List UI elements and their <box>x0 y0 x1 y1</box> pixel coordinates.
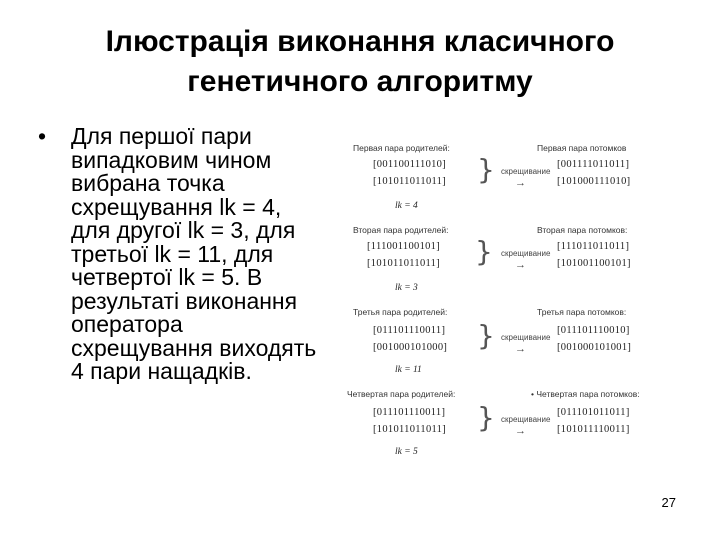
offspring-chromosome: [001000101001] <box>557 342 632 353</box>
bullet-line: четвертої lk = 5. В <box>71 264 263 290</box>
parent-chromosome: [011101110011] <box>373 325 446 336</box>
parents-label: Вторая пара родителей: <box>353 225 449 235</box>
bullet-line: третьої lk = 11, для <box>71 240 274 267</box>
parent-chromosome: [011101110011] <box>373 407 446 418</box>
offspring-chromosome: [001111011011] <box>557 159 630 170</box>
crossover-point: lk = 5 <box>395 447 418 457</box>
crossover-point: lk = 4 <box>395 201 418 211</box>
title-line-1: Ілюстрація виконання класичного <box>105 25 615 58</box>
parent-chromosome: [101011011011] <box>367 258 441 269</box>
bullet-dot: • <box>38 123 47 149</box>
arrow-right-icon: → <box>515 425 526 437</box>
bullet-line: результаті виконання <box>71 287 298 314</box>
bullet-paragraph <box>38 125 378 384</box>
page-number: 27 <box>661 495 676 510</box>
title-line-2: генетичного алгоритму <box>187 65 533 98</box>
offspring-chromosome: [011101011011] <box>557 407 630 418</box>
crossover-point: lk = 3 <box>395 283 418 293</box>
crossover-label: скрещивание <box>501 415 551 424</box>
bullet-line: оператора <box>71 311 183 337</box>
bullet-line: вибрана точка <box>71 170 225 196</box>
parents-label: Третья пара родителей: <box>353 307 448 317</box>
parents-label: Четвертая пара родителей: <box>347 389 456 399</box>
arrow-right-icon: → <box>515 343 526 355</box>
arrow-right-icon: → <box>515 177 526 189</box>
crossover-label: скрещивание <box>501 333 551 342</box>
bullet-line: Для першої пари <box>71 123 252 149</box>
bullet-line: для другої lk = 3, для <box>71 217 296 243</box>
brace-icon: } <box>475 235 493 268</box>
offspring-chromosome: [111011011011] <box>557 241 630 252</box>
bullet-line: схрещування lk = 4, <box>71 193 282 220</box>
slide-title <box>20 22 700 102</box>
crossover-figure <box>345 135 690 470</box>
offspring-label: Третья пара потомков: <box>537 307 627 317</box>
offspring-chromosome: [101011110011] <box>557 424 630 435</box>
brace-icon: } <box>477 153 495 186</box>
offspring-chromosome: [101001100101] <box>557 258 631 269</box>
parent-chromosome: [101011011011] <box>373 424 447 435</box>
bullet-line: 4 пари нащадків. <box>71 358 252 384</box>
bullet-line: схрещування виходять <box>71 334 317 361</box>
crossover-point: lk = 11 <box>395 365 422 375</box>
offspring-chromosome: [011101110010] <box>557 325 630 336</box>
arrow-right-icon: → <box>515 259 526 271</box>
crossover-label: скрещивание <box>501 249 551 258</box>
bullet-line: випадковим чином <box>71 146 272 173</box>
brace-icon: } <box>477 319 495 352</box>
parents-label: Первая пара родителей: <box>353 143 450 153</box>
offspring-label: Вторая пара потомков: <box>537 225 628 235</box>
offspring-label: Первая пара потомков <box>537 143 627 153</box>
parent-chromosome: [001100111010] <box>373 159 447 170</box>
offspring-label: • Четвертая пара потомков: <box>531 389 640 399</box>
parent-chromosome: [001000101000] <box>373 342 448 353</box>
crossover-label: скрещивание <box>501 167 551 176</box>
brace-icon: } <box>477 401 495 434</box>
parent-chromosome: [111001100101] <box>367 241 441 252</box>
offspring-chromosome: [101000111010] <box>557 176 631 187</box>
parent-chromosome: [101011011011] <box>373 176 447 187</box>
